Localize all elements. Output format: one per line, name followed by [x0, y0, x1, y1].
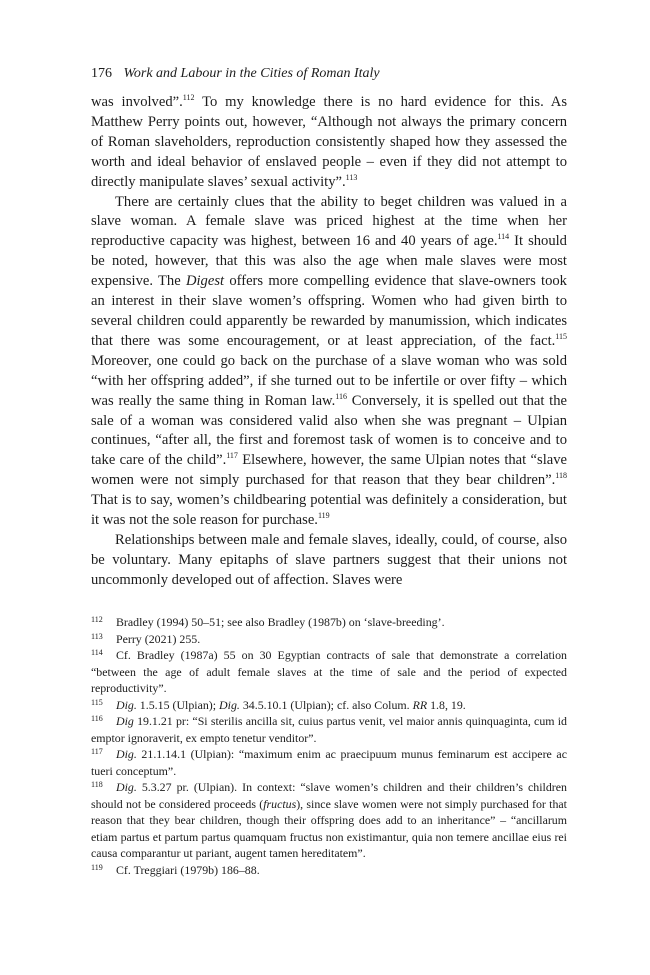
paragraph: [91, 531, 567, 591]
footnote-ref: 118: [555, 471, 567, 481]
footnote-ref: 116: [335, 391, 347, 401]
footnote: 118 Dig. 5.3.27 pr. (Ulpian). In context: “slave women’s children and their children’s children should not be considered proceeds (fructus), since slave women were not simply purchased for that reason that they bear children, though their offspring does add to an inheritance” – “ancillarum etiam partus et partum partus quamquam fructus non existimantur, quia non temere ancillae eius rei causa comparantur ut pariant, augent tamen hereditatem”.: [91, 780, 567, 860]
footnote-ref: 114: [497, 232, 510, 242]
text-run: To my knowledge there is no hard evidence for this. As Matthew Perry points out, however, “Although not always the primary concern of Roman slaveholders, reproduction consistently shaped how they assessed the worth and ideal behavior of enslaved people – even if they did not attempt to directly manipulate slaves’ sexual activity”.: [91, 94, 568, 190]
text-run: Conversely, it is spelled out that the sale of a woman was considered valid also when she was pregnant – Ulpian continues, “after all, the first and foremost task of women is to conceive and to take care of the child”.: [91, 392, 567, 469]
text-run: Perry (2021) 255.: [116, 631, 201, 646]
text-run: 19.1.21 pr: “Si sterilis ancilla sit, cuius partus venit, vel maior annis quinquaginta, cum id emptor ignoraverit, ex empto tenetur venditor”.: [91, 714, 567, 745]
running-header: [91, 66, 380, 82]
italic-text: Dig: [116, 714, 134, 728]
text-run: offers more compelling evidence that slave-owners took an interest in their slave women’s offspring. Women who had given birth to several children could apparently be rewarded by manumission, which indicates that there was some encouragement, or at least appreciation, of the fact.: [91, 273, 567, 349]
text-run: Relationships between male and female slaves, ideally, could, of course, also be voluntary. Many epitaphs of slave partners suggest that their unions not uncommonly developed out of affection. Slaves were: [91, 531, 567, 588]
footnotes: [91, 614, 567, 878]
footnote: 114 Cf. Bradley (1987a) 55 on 30 Egyptian contracts of sale that demonstrate a correlation “between the age of adult female slaves at the time of sale and the period of expected reproductivity”.: [91, 648, 567, 695]
italic-text: RR: [412, 697, 428, 712]
italic-text: Digest: [185, 273, 225, 290]
text-run: 1.8, 19.: [427, 697, 466, 712]
text-run: 34.5.10.1 (Ulpian); cf. also Colum.: [239, 697, 413, 712]
text-run: 21.1.14.1 (Ulpian): “maximum enim ac praecipuum munus feminarum est accipere ac tueri conceptum”.: [91, 747, 567, 778]
footnote: 113 Perry (2021) 255.: [91, 631, 201, 646]
running-title: Work and Labour in the Cities of Roman Italy: [123, 66, 380, 81]
text-run: That is to say, women’s childbearing potential was definitely a consideration, but it was not the sole reason for purchase.: [91, 492, 567, 529]
text-run: Cf. Treggiari (1979b) 186–88.: [116, 862, 260, 877]
text-run: Bradley (1994) 50–51; see also Bradley (1987b) on ‘slave-breeding’.: [116, 615, 445, 629]
footnote-ref: 115: [555, 331, 567, 341]
text-run: Moreover, one could go back on the purchase of a slave woman who was sold “with her offspring added”, if she turned out to be infertile or over fifty – which was really the same thing in Roman law.: [91, 352, 567, 409]
body-text: [91, 93, 567, 591]
italic-text: Dig.: [116, 780, 137, 794]
footnote: 115 Dig. 1.5.15 (Ulpian); Dig. 34.5.10.1 (Ulpian); cf. also Colum. RR 1.8, 19.: [91, 697, 466, 712]
footnote: 119 Cf. Treggiari (1979b) 186–88.: [91, 862, 260, 877]
italic-text: Dig.: [219, 697, 240, 712]
text-run: ), since slave women were not simply purchased for that reason that they bear children, though their offspring does add to an inheritance” – “ancillarum etiam partus et partum partus quamquam fructus non existimantur, quia non temere ancillae eius rei causa comparantur ut pariant, augent tamen hereditatem”.: [91, 796, 567, 860]
footnote-ref: 117: [226, 451, 238, 461]
footnote: 116 Dig 19.1.21 pr: “Si sterilis ancilla sit, cuius partus venit, vel maior annis quinquaginta, cum id emptor ignoraverit, ex empto tenetur venditor”.: [91, 714, 567, 745]
text-run: Elsewhere, however, the same Ulpian notes that “slave women were not simply purchased for that reason that they bear children”.: [91, 452, 567, 489]
text-run: was involved”.: [91, 94, 183, 110]
footnote-ref: 113: [345, 172, 358, 182]
paragraph: [91, 193, 567, 531]
footnote-ref: 112: [182, 93, 195, 102]
italic-text: Dig.: [116, 697, 137, 712]
footnote: 117 Dig. 21.1.14.1 (Ulpian): “maximum enim ac praecipuum munus feminarum est accipere ac tueri conceptum”.: [91, 747, 567, 778]
paragraph: [91, 93, 567, 193]
italic-text: fructus: [263, 796, 297, 811]
text-run: Cf. Bradley (1987a) 55 on 30 Egyptian contracts of sale that demonstrate a correlation “between the age of adult female slaves at the time of sale and the period of expected reproductivity”.: [91, 648, 567, 695]
text-run: 1.5.15 (Ulpian);: [136, 697, 220, 712]
italic-text: Dig.: [116, 747, 137, 761]
page-number: 176: [91, 66, 112, 81]
text-run: It should be noted, however, that this was also the age when male slaves were most expensive. The: [91, 233, 567, 290]
text-run: 5.3.27 pr. (Ulpian). In context: “slave women’s children and their children’s children should not be considered proceeds (: [91, 780, 567, 811]
footnote-ref: 119: [317, 511, 330, 521]
text-run: There are certainly clues that the ability to beget children was valued in a slave woman. A female slave was priced highest at the time when her reproductive capacity was highest, between 16 and 40 years of age.: [91, 193, 567, 250]
footnote: 112 Bradley (1994) 50–51; see also Bradley (1987b) on ‘slave-breeding’.: [91, 615, 445, 629]
